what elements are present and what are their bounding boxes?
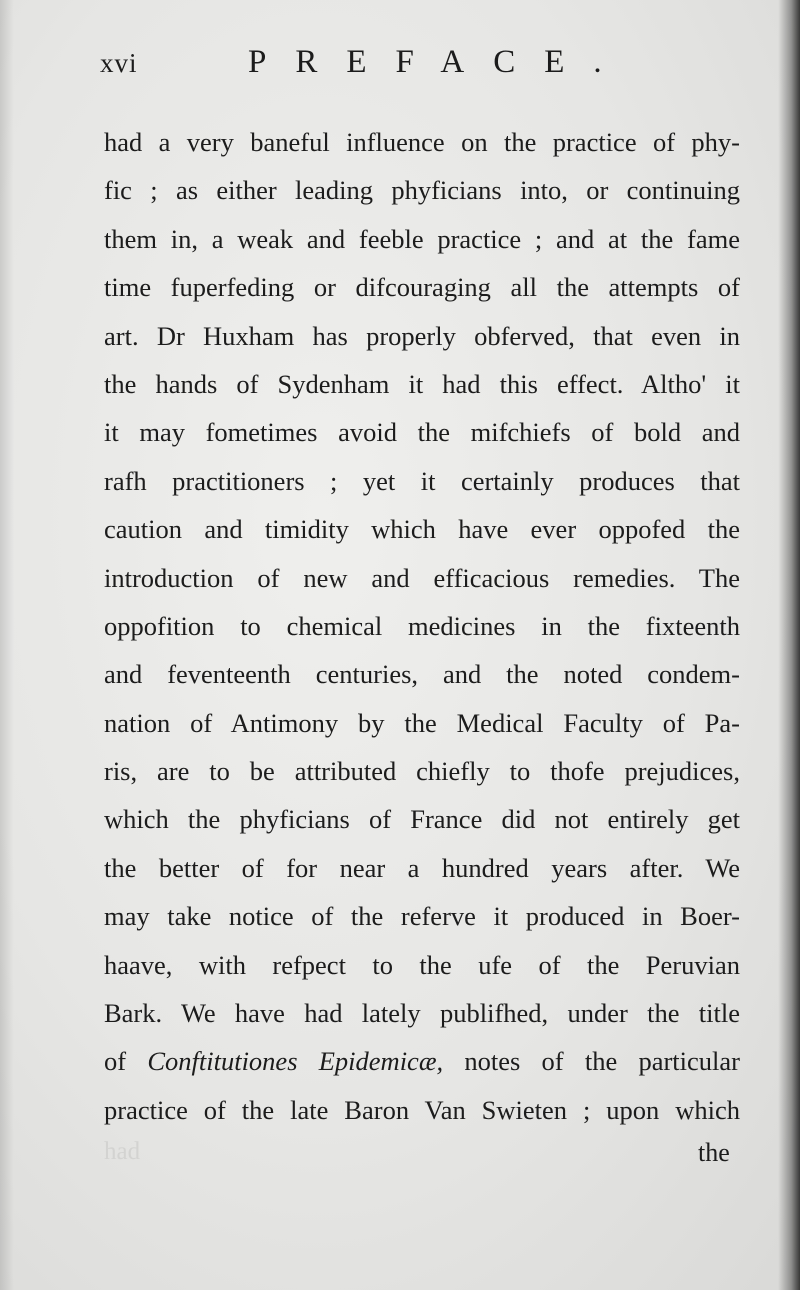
text-line: the better of for near a hundred years after. We bbox=[104, 852, 740, 883]
page-edge-shadow bbox=[0, 0, 14, 1290]
italic-title: Conftitutiones Epidemicæ, bbox=[147, 1046, 444, 1077]
text-line: may take notice of the referve it produced in Boer- bbox=[104, 901, 740, 932]
text-line: art. Dr Huxham has properly obferved, that even in bbox=[104, 320, 740, 351]
text-line: the hands of Sydenham it had this effect. Altho' it bbox=[104, 368, 740, 399]
text-line: haave, with refpect to the ufe of the Peruvian bbox=[104, 949, 740, 980]
body-text bbox=[104, 118, 740, 1134]
text-line: it may fometimes avoid the mifchiefs of bold and bbox=[104, 417, 740, 448]
page-header bbox=[96, 42, 716, 90]
page-number: xvi bbox=[100, 48, 138, 78]
gutter-shadow bbox=[778, 0, 800, 1290]
text-line: Bark. We have had lately publifhed, under the title bbox=[104, 998, 740, 1029]
text-line: introduction of new and efficacious remedies. The bbox=[104, 562, 740, 593]
text-line: nation of Antimony by the Medical Faculty of Pa- bbox=[104, 707, 740, 738]
text-line: and feventeenth centuries, and the noted condem- bbox=[104, 659, 740, 690]
text-line: practice of the late Baron Van Swieten ; upon which bbox=[104, 1094, 740, 1125]
text-line: oppofition to chemical medicines in the fixteenth bbox=[104, 610, 740, 641]
text-line: caution and timidity which have ever oppofed the bbox=[104, 514, 740, 545]
text-line: them in, a weak and feeble practice ; and at the fame bbox=[104, 223, 740, 254]
line-prefix: of bbox=[104, 1046, 148, 1077]
text-line: fic ; as either leading phyficians into, or continuing bbox=[104, 175, 740, 206]
text-line: time fuperfeding or difcouraging all the attempts of bbox=[104, 272, 740, 303]
text-line: had a very baneful influence on the practice of phy- bbox=[104, 127, 740, 157]
text-line: rafh practitioners ; yet it certainly produces that bbox=[104, 465, 740, 496]
line-suffix: notes of the particular bbox=[443, 1046, 740, 1077]
text-line: ris, are to be attributed chiefly to thofe prejudices, bbox=[104, 756, 740, 787]
catchword: the bbox=[698, 1138, 730, 1167]
running-title: PREFACE. bbox=[248, 44, 631, 80]
bleed-through-text: had bbox=[104, 1138, 141, 1165]
text-line: which the phyficians of France did not entirely get bbox=[104, 804, 740, 835]
text-line-with-italic bbox=[104, 1037, 740, 1085]
